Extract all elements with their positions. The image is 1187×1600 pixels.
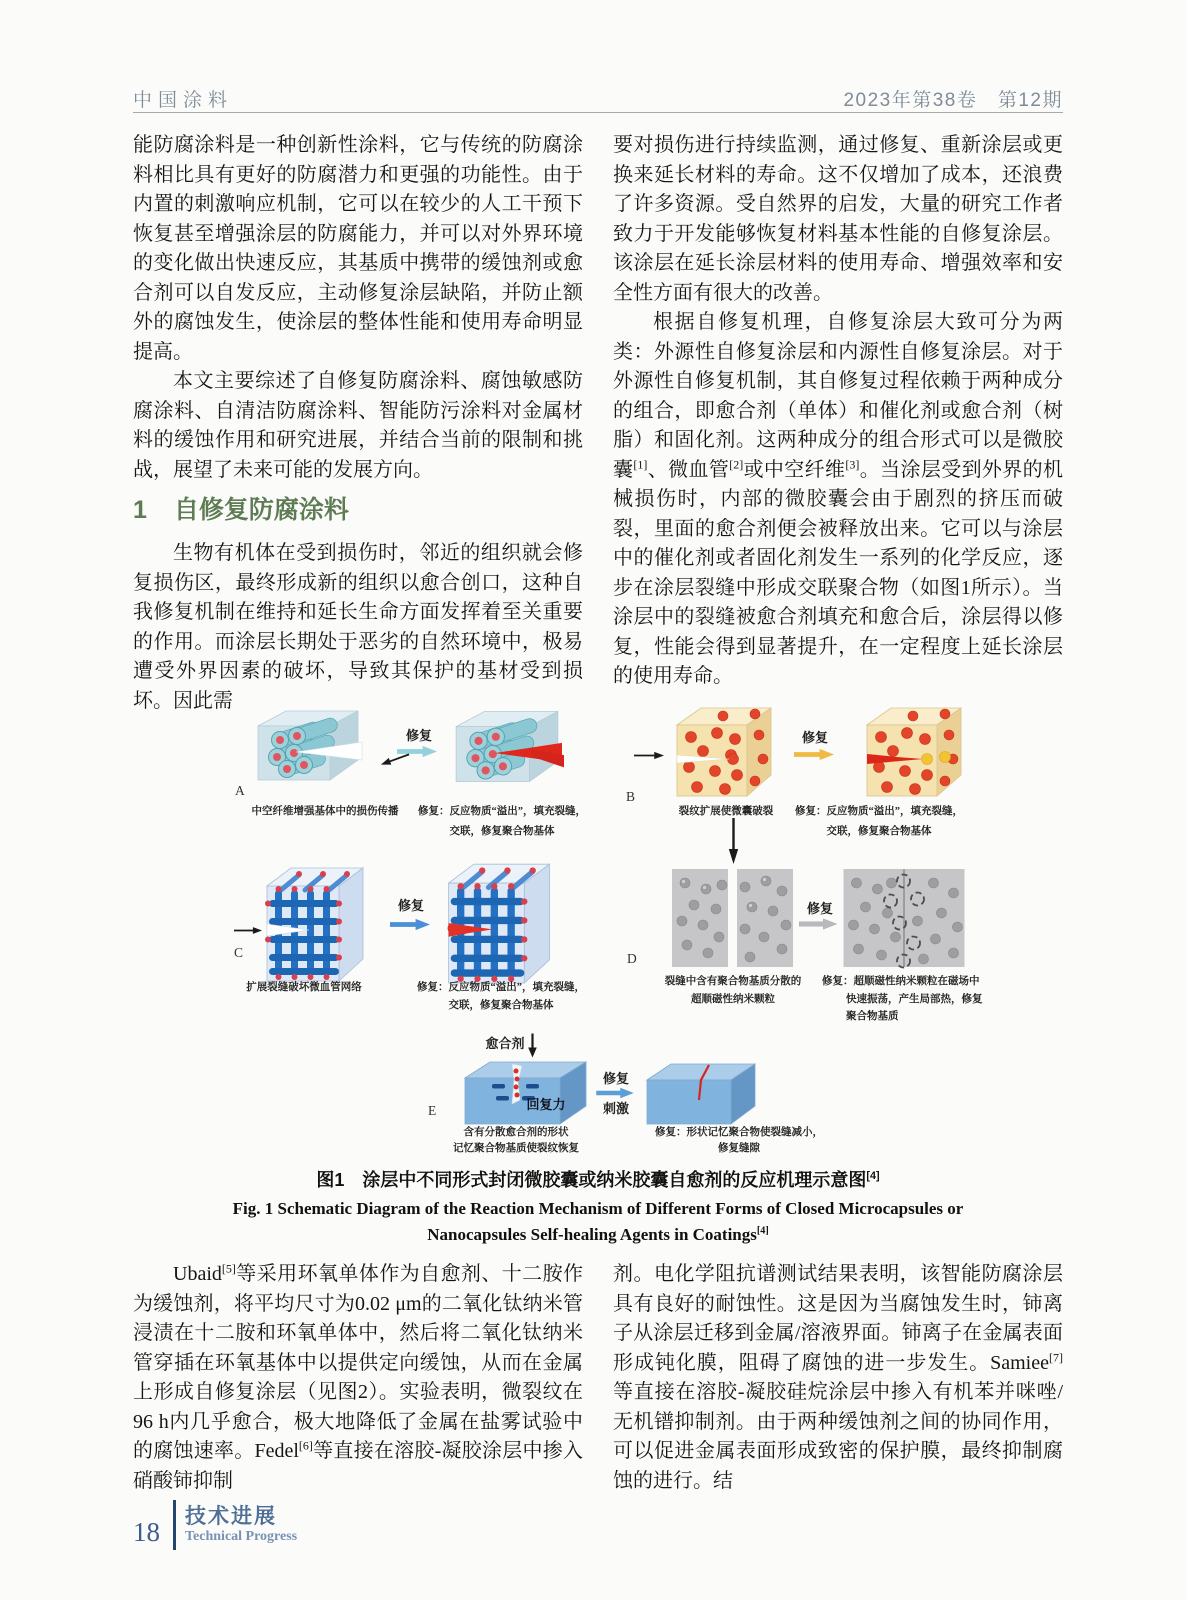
- shape-memory-block-healed-illustration: [643, 1060, 759, 1124]
- journal-name: 中国涂料: [133, 90, 234, 111]
- panel-b-caption-left: 裂纹扩展使微囊破裂: [678, 806, 774, 817]
- page-header: [133, 82, 1063, 113]
- body-paragraph: 能防腐涂料是一种创新性涂料，它与传统的防腐涂料相比具有更好的防腐潜力和更强的功能性。由于内置的刺激响应机制，它可以在较少的人工干预下恢复甚至增强涂层的防腐能力，并可以对外界环境的变化做出快速反应，其基质中携带的缓蚀剂或愈合剂可以自发反应，主动修复涂层缺陷，并防止额外的腐蚀发生，使涂层的整体性能和使用寿命明显提高。: [133, 134, 583, 363]
- hollow-fiber-block-damaged-illustration: [250, 704, 364, 790]
- crack-pointer-arrow-icon: [634, 750, 664, 761]
- crack-pointer-down-arrow-icon: [727, 818, 740, 864]
- panel-d-letter: D: [627, 951, 637, 966]
- body-paragraph: Ubaid[5]等采用环氧单体作为自愈剂、十二胺作为缓蚀剂，将平均尺寸为0.02 μm的二氧化钛纳米管浸渍在十二胺和环氧单体中，然后将二氧化钛纳米管穿插在环氧基体中以提供定向缓蚀，从而在金属上形成自修复涂层（见图2）。实验表明，微裂纹在96 h内几乎愈合，极大地降低了金属在盐雾试验中的腐蚀速率。Fedel[6]等直接在溶胶-凝胶涂层中掺入硝酸铈抑制: [133, 1261, 583, 1492]
- intro-right-column: [613, 131, 1063, 692]
- panel-e-caption-left: 含有分散愈合剂的形状 记忆聚合物基质使裂纹恢复: [453, 1127, 579, 1154]
- intro-left-column: [133, 131, 583, 716]
- hollow-fiber-block-healed-illustration: [448, 704, 564, 792]
- section-number: 1: [133, 496, 147, 524]
- issue-info: 2023年第38卷 第12期: [843, 90, 1063, 111]
- shape-memory-block-damaged-illustration: [460, 1058, 590, 1124]
- magnetic-nanoparticle-block-healed-illustration: [843, 869, 965, 967]
- panel-e-heal-label: 修复: [602, 1071, 629, 1086]
- panel-d-caption-left: 裂缝中含有聚合物基质分散的 超顺磁性纳米颗粒: [664, 976, 802, 1005]
- figure-caption-en: [133, 1196, 1063, 1248]
- figure-caption-en-line1: Fig. 1 Schematic Diagram of the Reaction Mechanism of Different Forms of Closed Microcapsules or: [232, 1199, 964, 1218]
- figure-caption-en-line2: Nanocapsules Self-healing Agents in Coatings[4]: [427, 1225, 769, 1244]
- microcapsule-block-healed-illustration: [857, 703, 967, 796]
- panel-a-heal-label: 修复: [405, 728, 432, 743]
- body-paragraph: 剂。电化学阻抗谱测试结果表明，该智能防腐涂层具有良好的耐蚀性。这是因为当腐蚀发生时，铈离子从涂层迁移到金属/溶液界面。铈离子在金属表面形成钝化膜，阻碍了腐蚀的进一步发生。Samiee[7]等直接在溶胶-凝胶硅烷涂层中掺入有机苯并咪唑/无机镨抑制剂。由于两种缓蚀剂之间的协同作用，可以促进金属表面形成致密的保护膜，最终抑制腐蚀的进行。结: [613, 1263, 1063, 1492]
- footer-section-cn: 技术进展: [185, 1505, 277, 1528]
- panel-c-letter: C: [234, 945, 244, 960]
- page-footer: [133, 1498, 433, 1552]
- lower-right-column: [613, 1260, 1063, 1496]
- crack-pointer-arrow-icon: [379, 749, 411, 770]
- healing-agent-down-arrow-icon: [527, 1033, 538, 1058]
- panel-c-heal-label: 修复: [397, 898, 424, 913]
- panel-b-letter: B: [626, 789, 636, 804]
- crack-pointer-arrow-icon: [234, 925, 262, 936]
- page-number: 18: [133, 1517, 160, 1547]
- panel-e-stimulus-label: 刺激: [602, 1101, 629, 1116]
- section-title: 自修复防腐涂料: [173, 496, 349, 524]
- panel-e-letter: E: [428, 1103, 437, 1118]
- lower-left-column: [133, 1260, 583, 1496]
- footer-divider-bar: [173, 1500, 176, 1550]
- panel-e-recovery-force-label: 回复力: [526, 1097, 566, 1112]
- panel-e-healing-agent-label: 愈合剂: [485, 1036, 525, 1051]
- panel-a-caption-left: 中空纤维增强基体中的损伤传播: [251, 806, 399, 817]
- section-heading: [133, 495, 583, 526]
- heal-arrow-icon: [596, 1087, 634, 1099]
- panel-c-caption-right: 修复：反应物质“溢出”，填充裂缝， 交联，修复聚合物基体: [417, 982, 585, 1011]
- body-paragraph: 本文主要综述了自修复防腐涂料、腐蚀敏感防腐涂料、自清洁防腐涂料、智能防污涂料对金属材料的缓蚀作用和研究进展，并结合当前的限制和挑战，展望了未来可能的发展方向。: [133, 370, 583, 481]
- heal-arrow-icon: [390, 918, 430, 931]
- microvascular-block-healed-illustration: [442, 860, 554, 983]
- panel-e-caption-right: 修复：形状记忆聚合物使裂缝减小， 修复缝隙: [655, 1127, 823, 1154]
- heal-arrow-icon: [799, 918, 837, 930]
- panel-a-caption-right: 修复：反应物质“溢出”，填充裂缝， 交联，修复聚合物基体: [418, 806, 586, 837]
- figure-1-diagram: [133, 678, 1063, 1178]
- magnetic-nanoparticle-block-damaged-illustration: [672, 869, 793, 967]
- panel-b-heal-label: 修复: [801, 730, 828, 745]
- body-paragraph: 要对损伤进行持续监测，通过修复、重新涂层或更换来延长材料的寿命。这不仅增加了成本，还浪费了许多资源。受自然界的启发，大量的研究工作者致力于开发能够恢复材料基本性能的自修复涂层。该涂层在延长涂层材料的使用寿命、增强效率和安全性方面有很大的改善。: [613, 134, 1063, 304]
- microcapsule-block-damaged-illustration: [667, 703, 777, 796]
- panel-d-heal-label: 修复: [806, 901, 833, 916]
- panel-c-caption-left: 扩展裂缝破坏微血管网络: [246, 982, 362, 993]
- panel-a-letter: A: [235, 783, 245, 798]
- panel-d-caption-right: 修复：超顺磁性纳米颗粒在磁场中 快速振荡，产生局部热，修复 聚合物基质: [822, 976, 983, 1022]
- body-paragraph: 生物有机体在受到损伤时，邻近的组织就会修复损伤区，最终形成新的组织以愈合创口，这种自我修复机制在维持和延长生命方面发挥着至关重要的作用。而涂层长期处于恶劣的自然环境中，极易遭受外界因素的破坏，导致其保护的基材受到损坏。因此需: [133, 542, 583, 712]
- figure-caption-cn: 图1 涂层中不同形式封闭微胶囊或纳米胶囊自愈剂的反应机理示意图[4]: [316, 1170, 880, 1190]
- panel-b-caption-right: 修复：反应物质“溢出”，填充裂缝， 交联，修复聚合物基体: [795, 806, 963, 837]
- heal-arrow-icon: [794, 748, 834, 761]
- body-paragraph: 根据自修复机理，自修复涂层大致可分为两类：外源性自修复涂层和内源性自修复涂层。对于外源性自修复机制，其自修复过程依赖于两种成分的组合，即愈合剂（单体）和催化剂或愈合剂（树脂）和固化剂。这两种成分的组合形式可以是微胶囊[1]、微血管[2]或中空纤维[3]。当涂层受到外界的机械损伤时，内部的微胶囊会由于剧烈的挤压而破裂，里面的愈合剂便会被释放出来。它可以与涂层中的催化剂或者固化剂发生一系列的化学反应，逐步在涂层裂缝中形成交联聚合物（如图1所示）。当涂层中的裂缝被愈合剂填充和愈合后，涂层得以修复，性能会得到显著提升，在一定程度上延长涂层的使用寿命。: [613, 311, 1064, 687]
- footer-section-en: Technical Progress: [185, 1529, 298, 1544]
- microvascular-block-damaged-illustration: [261, 864, 367, 981]
